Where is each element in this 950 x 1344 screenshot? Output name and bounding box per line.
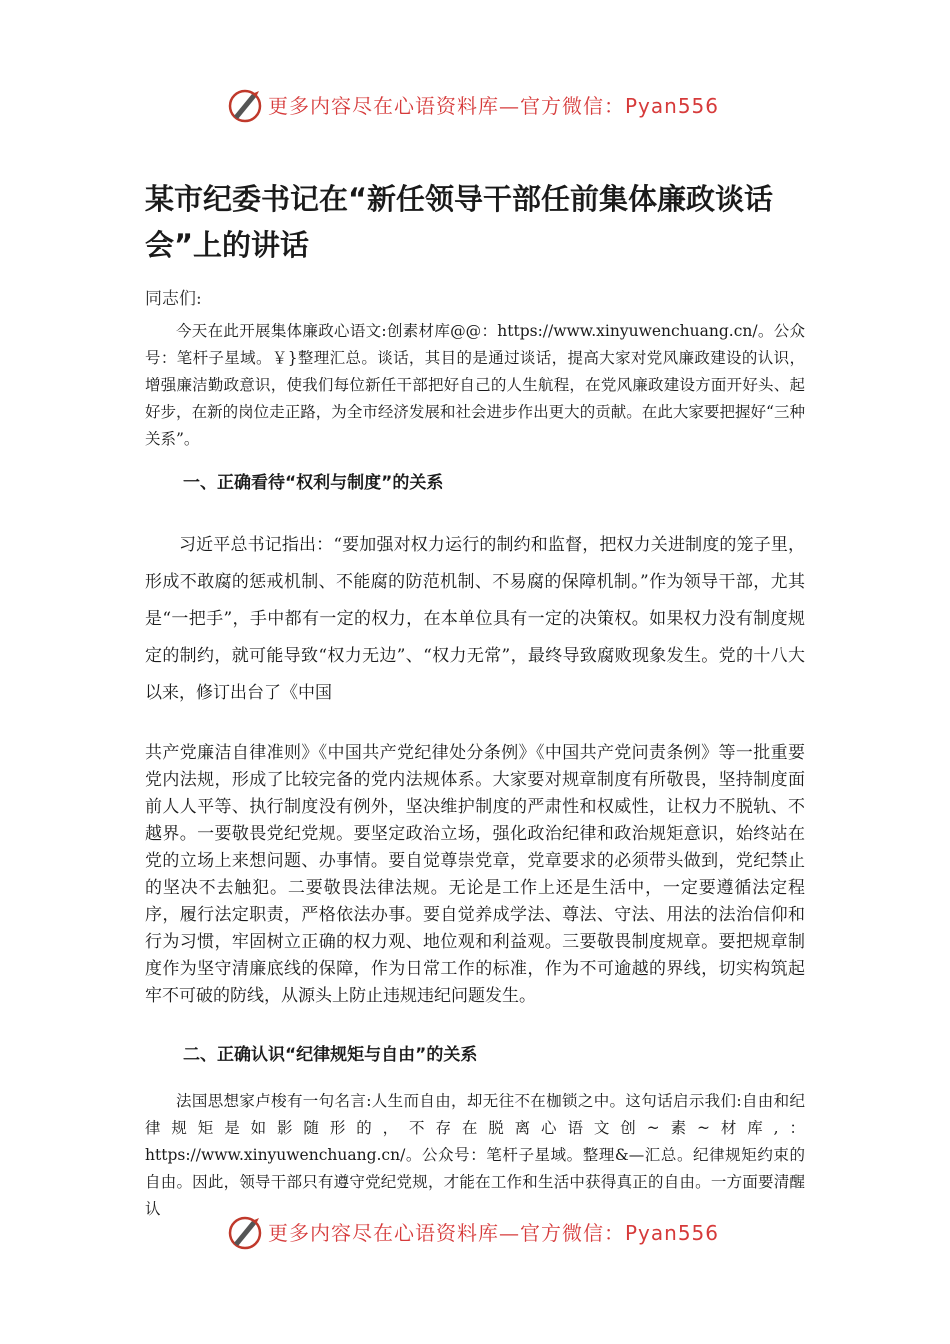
section-1-heading: 一、正确看待“权利与制度”的关系	[183, 473, 444, 493]
greeting: 同志们:	[145, 289, 202, 309]
footer-banner	[0, 1209, 950, 1253]
banner-label: 更多内容尽在心语资料库—官方微信：	[268, 94, 625, 118]
pen-logo-icon	[226, 86, 264, 124]
section-2-paragraph: 法国思想家卢梭有一句名言:人生而自由，却无往不在枷锁之中。这句话启示我们:自由和纪律规矩是如影随形的，不存在脱离心语文创~素~材库,：https://www.xinyuwenchuang.cn/。公众号：笔杆子星域。整理&—汇总。纪律规矩约束的自由。因此，领导干部只有遵守党纪党规，才能在工作和生活中获得真正的自由。一方面要清醒认	[145, 1092, 805, 1218]
section-2-heading: 二、正确认识“纪律规矩与自由”的关系	[183, 1045, 478, 1065]
document-title: 某市纪委书记在“新任领导干部任前集体廉政谈话会”上的讲话	[145, 182, 774, 262]
banner-text	[268, 1217, 719, 1246]
banner-text	[268, 90, 719, 119]
section-1-paragraph-b: 共产党廉洁自律准则》《中国共产党纪律处分条例》《中国共产党问责条例》等一批重要党内法规，形成了比较完备的党内法规体系。大家要对规章制度有所敬畏，坚持制度面前人人平等、执行制度没有例外，坚决维护制度的严肃性和权威性，让权力不脱轨、不越界。一要敬畏党纪党规。要坚定政治立场，强化政治纪律和政治规矩意识，始终站在党的立场上来想问题、办事情。要自觉尊崇党章，党章要求的必须带头做到，党纪禁止的坚决不去触犯。二要敬畏法律法规。无论是工作上还是生活中，一定要遵循法定程序，履行法定职责，严格依法办事。要自觉养成学法、尊法、守法、用法的法治信仰和行为习惯，牢固树立正确的权力观、地位观和利益观。三要敬畏制度规章。要把规章制度作为坚守清廉底线的保障，作为日常工作的标准，作为不可逾越的界线，切实构筑起牢不可破的防线，从源头上防止违规违纪问题发生。	[145, 743, 805, 1006]
pen-logo-icon	[226, 1213, 264, 1251]
banner-wechat-id: Pyan556	[625, 1221, 720, 1245]
banner-label: 更多内容尽在心语资料库—官方微信：	[268, 1221, 625, 1245]
banner-wechat-id: Pyan556	[625, 94, 720, 118]
section-1-paragraph-a: 习近平总书记指出：“要加强对权力运行的制约和监督，把权力关进制度的笼子里，形成不敢腐的惩戒机制、不能腐的防范机制、不易腐的保障机制。”作为领导干部，尤其是“一把手”，手中都有一定的权力，在本单位具有一定的决策权。如果权力没有制度规定的制约，就可能导致“权力无边”、“权力无常”，最终导致腐败现象发生。党的十八大以来，修订出台了《中国	[145, 535, 805, 703]
intro-paragraph: 今天在此开展集体廉政心语文:创素材库@@：https://www.xinyuwenchuang.cn/。公众号：笔杆子星域。￥}整理汇总。谈话，其目的是通过谈话，提高大家对党风廉政建设的认识，增强廉洁勤政意识，使我们每位新任干部把好自己的人生航程，在党风廉政建设方面开好头、起好步，在新的岗位走正路，为全市经济发展和社会进步作出更大的贡献。在此大家要把握好“三种关系”。	[145, 322, 805, 448]
header-banner	[0, 82, 950, 126]
